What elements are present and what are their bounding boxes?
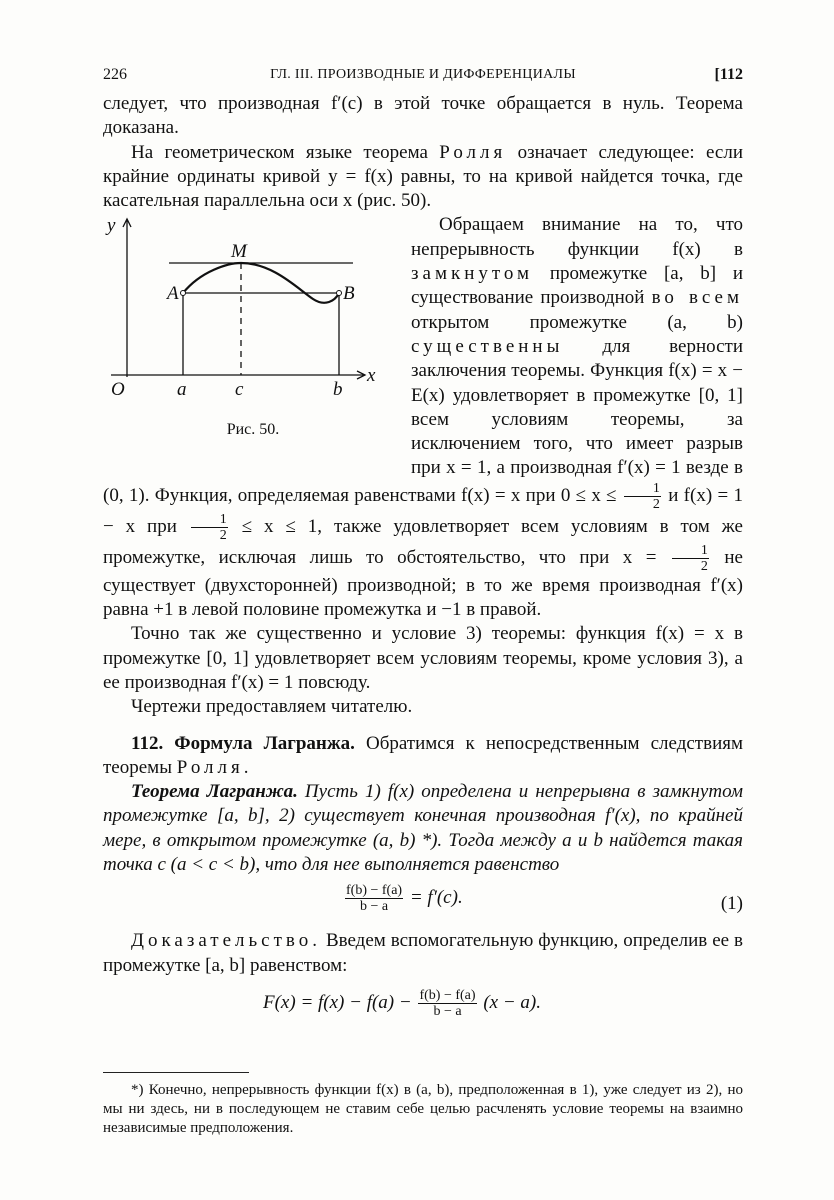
- section-title: Формула Лагранжа.: [174, 732, 355, 754]
- fraction-half: $\frac{1}{2}$: [191, 512, 228, 543]
- label-M: M: [231, 241, 247, 263]
- theorem-title: Теорема Лагранжа.: [131, 781, 298, 803]
- curve-f: [183, 263, 339, 303]
- figure-caption: Рис. 50.: [226, 421, 280, 439]
- label-x: x: [367, 365, 376, 387]
- equation-2: F(x) = f(x) − f(a) − $\frac{f(b) - f(a)}{b - a}$ (x − a).: [263, 987, 541, 1019]
- label-B: B: [343, 283, 355, 305]
- page-number: 226: [103, 66, 127, 83]
- page: [103, 58, 743, 1138]
- label-a: a: [177, 379, 187, 401]
- rolle-name: Ролля: [439, 141, 507, 163]
- paragraph-4: Точно так же существенно и условие 3) теоремы: функция f(x) = x в промежутке [0, 1] удовлетворяет всем условиям теоремы, кроме условия 3), а ее производная f′(x) = 1 повсюду.: [103, 623, 743, 693]
- paragraph-3: Обращаем внимание на то, что непрерывность функции f(x) в замкнутом промежутке [a, b] и существование производной во всем открытом промежутке (a, b) существенны для верности заключения теоремы. Функция f(x) = x − E(x) удовлетворяет в промежутке [0, 1] всем условиям теоремы, за исключением того, что имеет разрыв при x = 1, а производная f′(x) = 1 везде в (0, 1). Функция, определяемая равенствами f(x) = x при 0 ≤ x ≤ $\frac{1}{2}$ и f(x) = 1 − x при $\frac{1}{2}$ ≤ x ≤ 1, также удовлетворяет всем условиям в том же промежутке, исключая лишь то обстоятельство, что при x = $\frac{1}{2}$ не существует (двухсторонней) производной; в то же время производная f′(x) равна +1 в левой половине промежутка и −1 в правой.: [103, 214, 744, 621]
- label-c: c: [235, 379, 244, 401]
- paragraph-2: На геометрическом языке теорема Ролля означает следующее: если крайние ординаты кривой y = f(x) равны, то на кривой найдется точка, где касательная параллельна оси x (рис. 50).: [103, 141, 744, 212]
- paragraph-1: следует, что производная f′(c) в этой точке обращается в нуль. Теорема доказана.: [103, 93, 743, 139]
- chapter-title: ГЛ. III. ПРОИЗВОДНЫЕ И ДИФФЕРЕНЦИАЛЫ: [270, 67, 576, 82]
- equation-number: (1): [720, 893, 743, 915]
- label-y: y: [107, 217, 116, 237]
- equation-1: $\frac{f(b) - f(a)}{b - a}$ = f′(c). (1): [346, 883, 743, 915]
- footnote-rule: [103, 1072, 249, 1073]
- label-b: b: [333, 379, 343, 401]
- running-header: [103, 58, 743, 92]
- fraction-half: $\frac{1}{2}$: [624, 481, 661, 512]
- label-A: A: [167, 283, 179, 305]
- lagrange-theorem: Теорема Лагранжа. Пусть 1) f(x) определена и непрерывна в замкнутом промежутке [a, b], 2) существует конечная производная f′(x), по крайней мере, в открытом промежутке (a, b) *). Тогда между a и b найдется такая точка c (a < c < b), что для нее выполняется равенство: [103, 781, 743, 876]
- proof-paragraph: Доказательство. Введем вспомогательную функцию, определив ее в промежутке [a, b] равенством:: [103, 930, 743, 976]
- paragraph-5: Чертежи предоставляем читателю.: [131, 696, 413, 718]
- section-112: 112. Формула Лагранжа. Обратимся к непосредственным следствиям теоремы Ролля.: [103, 732, 743, 778]
- fraction-half: $\frac{1}{2}$: [672, 543, 709, 574]
- footnote: *) Конечно, непрерывность функции f(x) в (a, b), предположенная в 1), уже следует из 2), но мы ни здесь, ни в последующем не ставим себе целью расчленять условие теоремы на взаимно независимые предположения.: [103, 1081, 743, 1136]
- figure-50: [103, 217, 403, 467]
- section-number: [112: [714, 66, 743, 83]
- proof-label: Доказательство.: [131, 930, 321, 952]
- label-o: O: [111, 379, 125, 401]
